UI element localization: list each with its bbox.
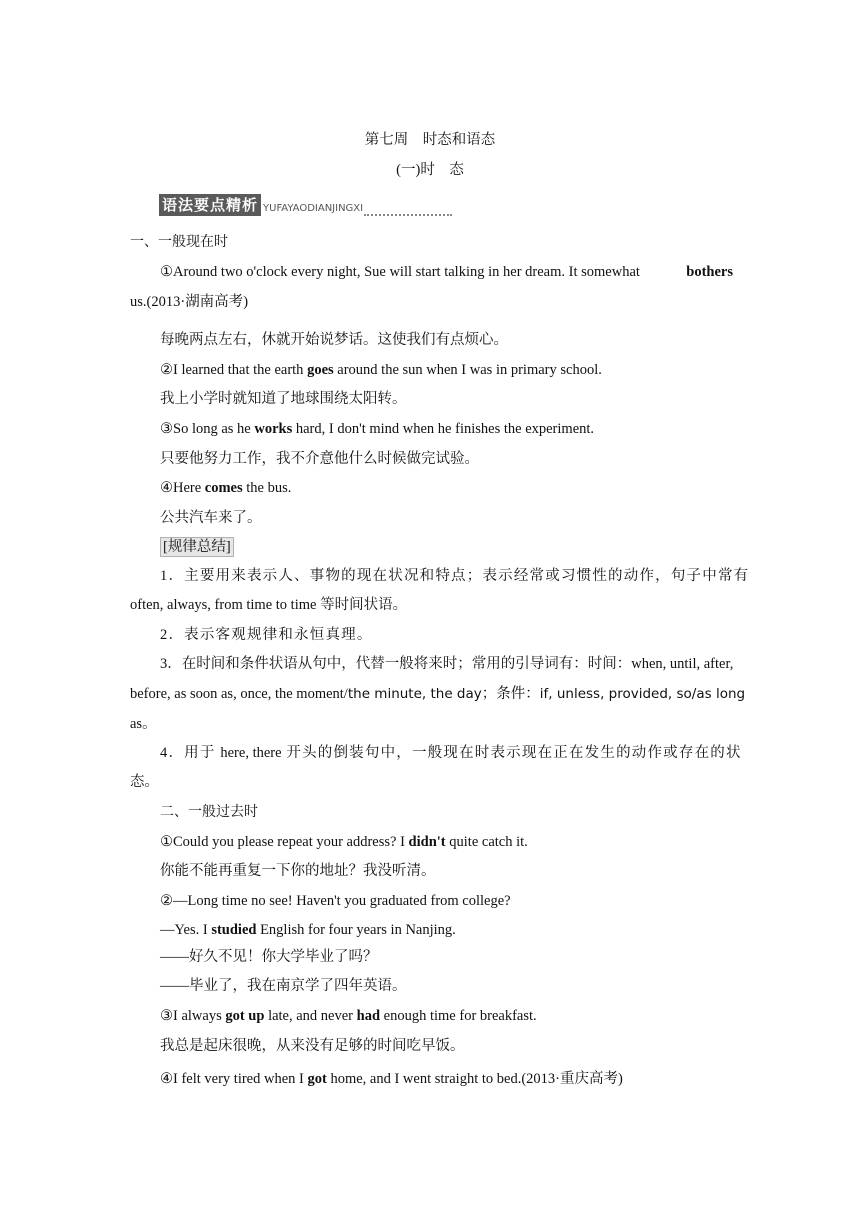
section-banner [159, 194, 452, 216]
section-heading: 一、一般现在时 [130, 234, 228, 250]
example-sentence-cont: —Yes. I studied English for four years in Nanjing. [160, 922, 456, 938]
rule-item: 1．主要用来表示人、事物的现在状况和特点；表示经常或习惯性的动作，句子中常有 [160, 568, 750, 584]
rule-item-cont: often, always, from time to time 等时间状语。 [130, 597, 408, 613]
banner-pinyin: YUFAYAODIANJINGXI [263, 203, 364, 214]
example-sentence: ②I learned that the earth goes around the sun when I was in primary school. [160, 362, 602, 378]
summary-tag: [规律总结] [160, 537, 234, 557]
example-sentence: ②—Long time no see! Haven't you graduated from college? [160, 893, 511, 909]
example-translation: 你能不能再重复一下你的地址？我没听清。 [160, 863, 436, 879]
rule-item: 3．在时间和条件状语从句中，代替一般将来时；常用的引导词有：时间：when, until, after, [160, 656, 734, 672]
rule-item: 4．用于 here, there 开头的倒装句中，一般现在时表示现在正在发生的动作或存在的状 [160, 745, 742, 761]
example-translation: ——好久不见！你大学毕业了吗？ [160, 949, 378, 965]
rule-item-cont: before, as soon as, once, the moment/the minute, the day；条件：if, unless, provided, so/as long [130, 686, 746, 702]
rule-item-cont: as。 [130, 716, 157, 732]
example-translation: 每晚两点左右，休就开始说梦话。这使我们有点烦心。 [160, 332, 508, 348]
example-sentence: ①Could you please repeat your address? I didn't quite catch it. [160, 834, 528, 850]
banner-dotted-rule [364, 202, 452, 216]
example-translation: 我上小学时就知道了地球围绕太阳转。 [160, 391, 407, 407]
page-title: 第七周 时态和语态 [364, 132, 496, 148]
example-sentence: ④Here comes the bus. [160, 480, 292, 496]
example-sentence-cont: us.(2013·湖南高考) [130, 294, 249, 310]
banner-label: 语法要点精析 [159, 194, 261, 216]
example-translation: 我总是起床很晚，从来没有足够的时间吃早饭。 [160, 1038, 465, 1054]
example-sentence: ④I felt very tired when I got home, and I went straight to bed.(2013·重庆高考) [160, 1071, 623, 1087]
page-subtitle: (一)时 态 [396, 162, 464, 178]
example-sentence: ①Around two o'clock every night, Sue will start talking in her dream. It somewhat bothers [160, 264, 733, 280]
rule-item: 2．表示客观规律和永恒真理。 [160, 627, 373, 643]
example-translation: 公共汽车来了。 [160, 510, 262, 526]
rule-item-cont: 态。 [130, 774, 159, 790]
example-translation: ——毕业了，我在南京学了四年英语。 [160, 978, 407, 994]
section-heading: 二、一般过去时 [160, 804, 258, 820]
example-sentence: ③So long as he works hard, I don't mind when he finishes the experiment. [160, 421, 595, 437]
example-translation: 只要他努力工作，我不介意他什么时候做完试验。 [160, 451, 479, 467]
example-sentence: ③I always got up late, and never had enough time for breakfast. [160, 1008, 537, 1024]
